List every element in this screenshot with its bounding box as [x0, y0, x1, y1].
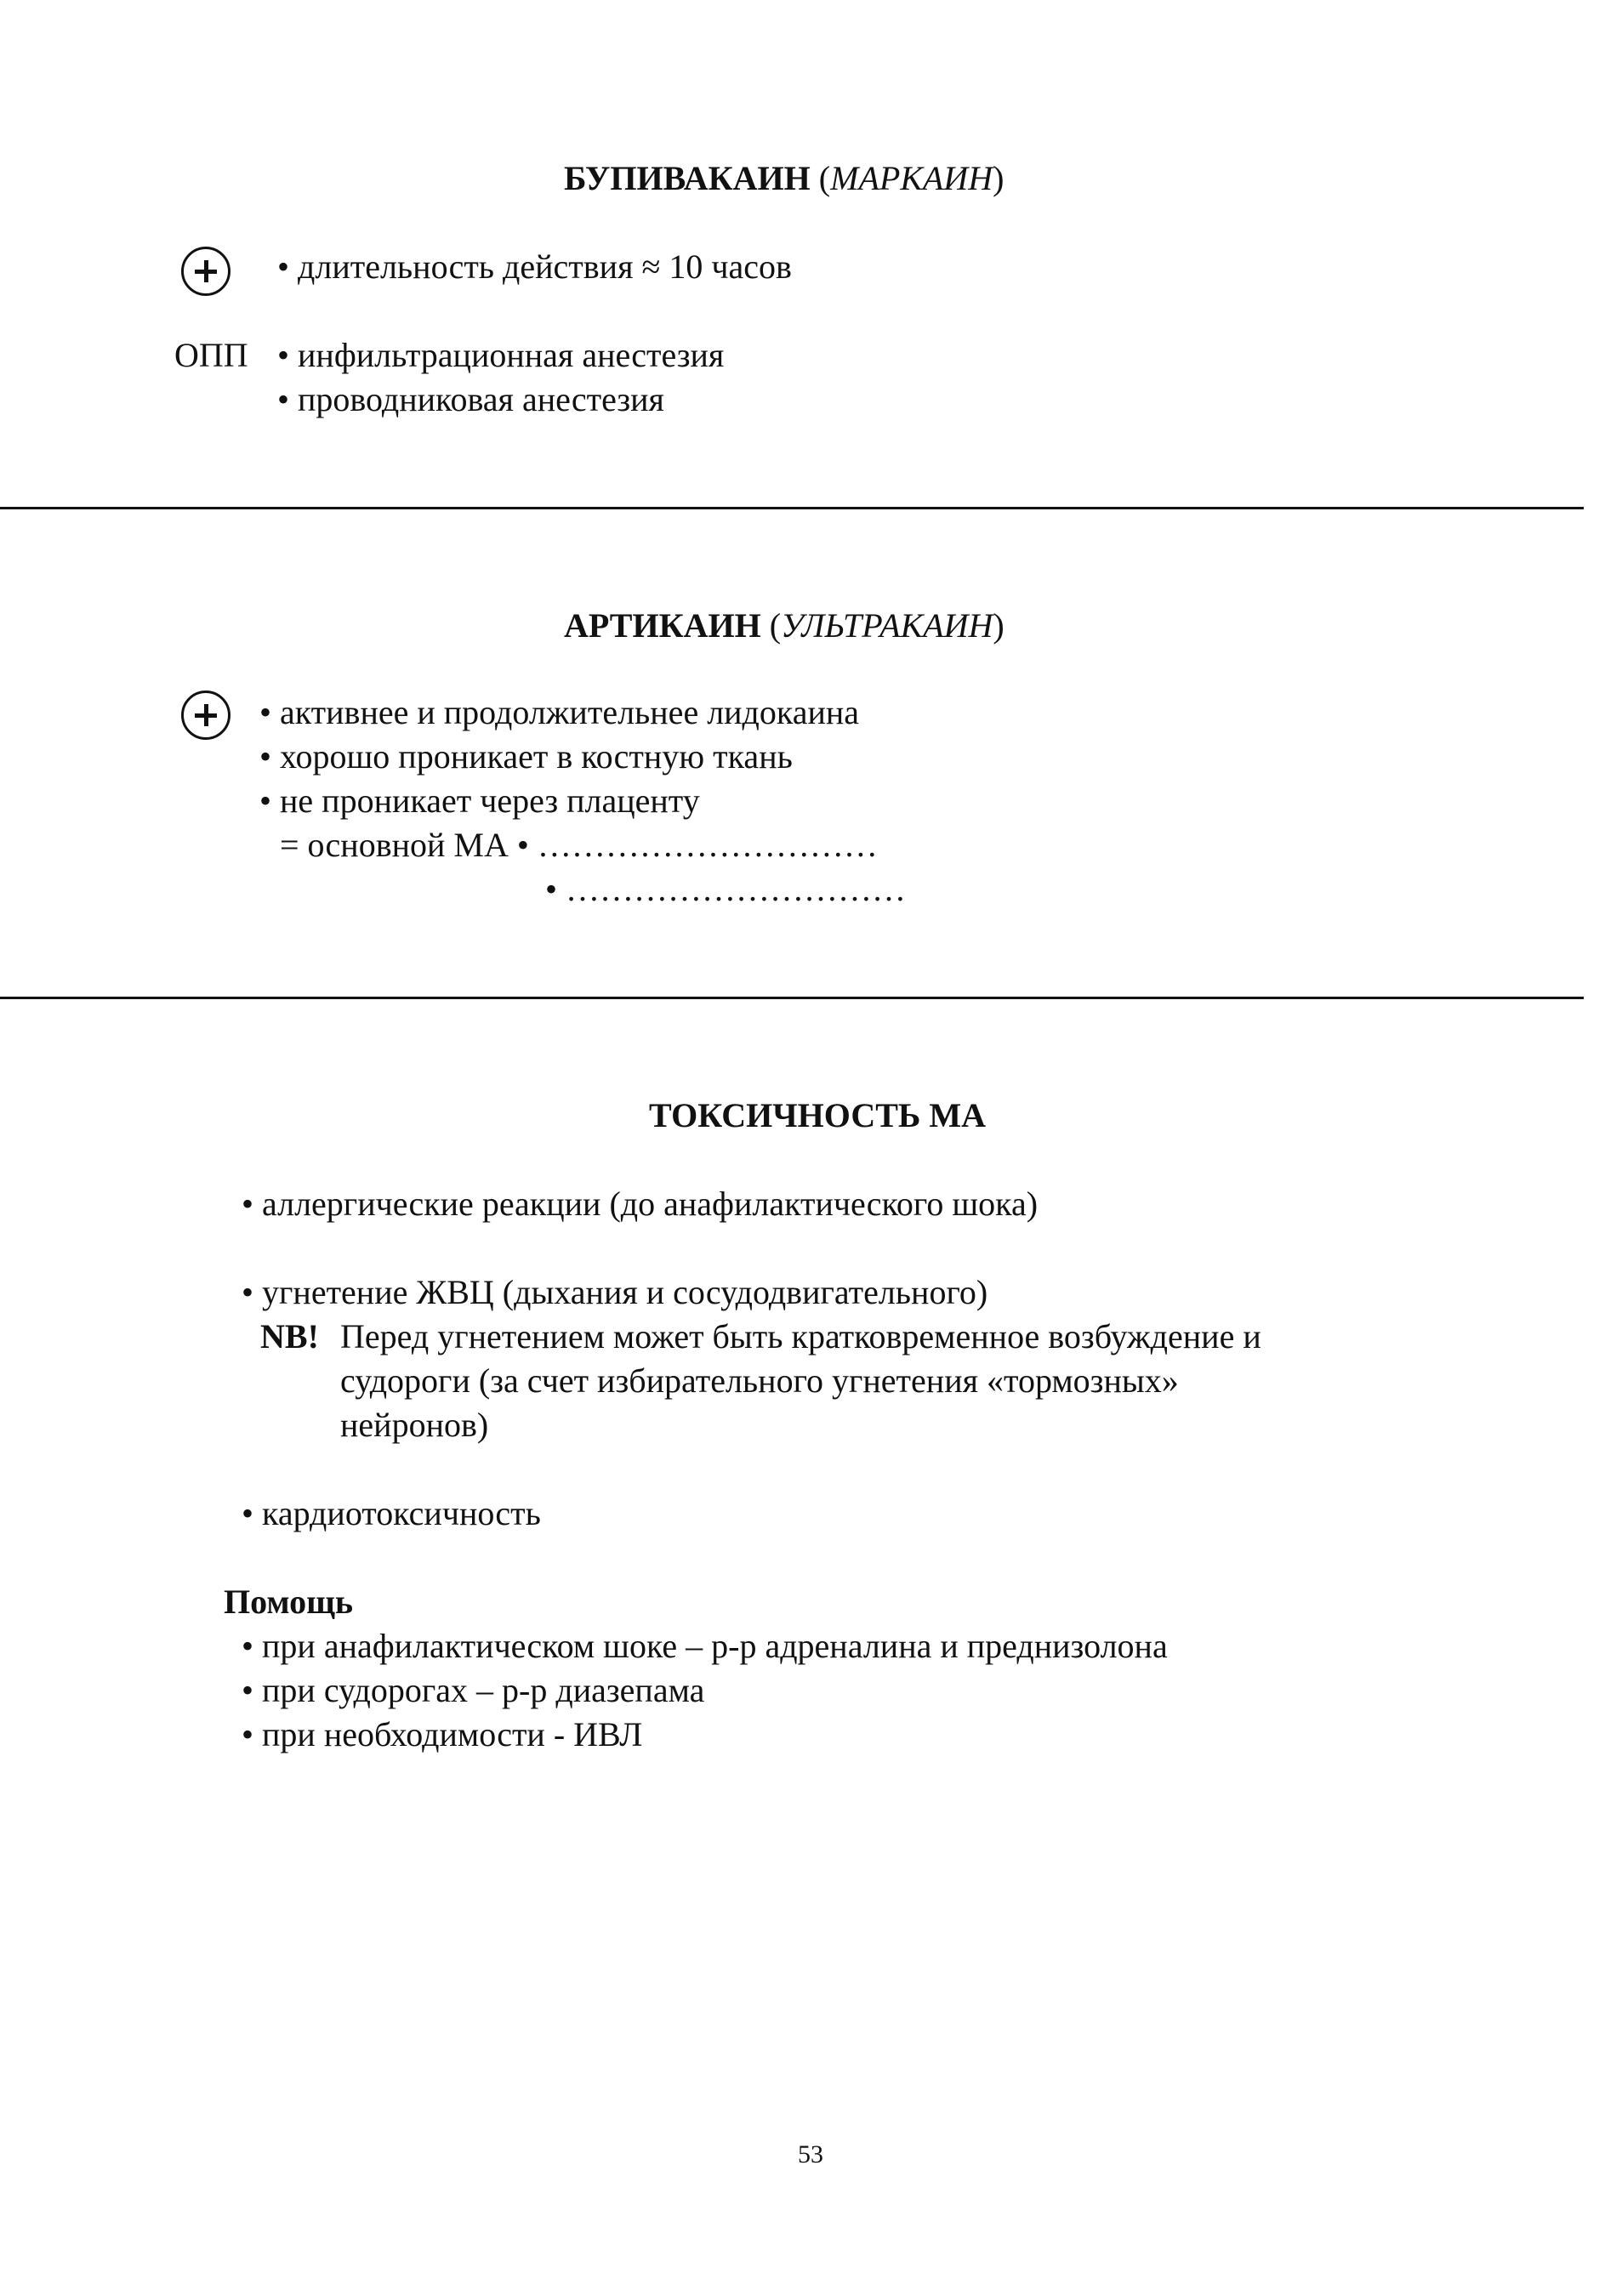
bupivacaine-plus-item: • длительность действия ≈ 10 часов	[277, 247, 792, 286]
help-title: Помощь	[224, 1583, 353, 1621]
articaine-plus-item: • активнее и продолжительнее лидокаина	[259, 693, 860, 731]
articaine-title-bold: АРТИКАИН	[564, 606, 761, 645]
articaine-title-italic: УЛЬТРАКАИН	[781, 606, 993, 645]
toxicity-title: ТОКСИЧНОСТЬ МА	[649, 1096, 986, 1134]
bupivacaine-opp-item: • проводниковая анестезия	[277, 380, 664, 418]
bupivacaine-title-open: (	[818, 159, 831, 197]
plus-circle-icon	[181, 691, 230, 740]
toxicity-cardio-item: • кардиотоксичность	[242, 1494, 541, 1532]
articaine-title	[564, 605, 1005, 646]
bupivacaine-opp-label: ОПП	[174, 336, 248, 374]
articaine-title-close: )	[993, 606, 1005, 645]
articaine-plus-item: • не проникает через плаценту	[259, 781, 700, 820]
nb-label: NB!	[260, 1317, 319, 1355]
bupivacaine-title	[564, 158, 1004, 199]
plus-circle-icon	[181, 247, 230, 296]
toxicity-item: • угнетение ЖВЦ (дыхания и сосудодвигательного)	[242, 1273, 988, 1311]
bupivacaine-title-close: )	[993, 159, 1005, 197]
articaine-main-ma-line: = основной МА • …………………………	[280, 826, 878, 864]
section-divider	[0, 507, 1584, 509]
articaine-main-ma-line2: • …………………………	[545, 870, 907, 908]
articaine-title-open: (	[769, 606, 782, 645]
toxicity-item: • аллергические реакции (до анафилактического шока)	[242, 1185, 1039, 1223]
nb-line: нейронов)	[340, 1406, 489, 1444]
page-number: 53	[798, 2140, 823, 2168]
bupivacaine-title-italic: МАРКАИН	[830, 159, 993, 197]
help-item: • при необходимости - ИВЛ	[242, 1715, 643, 1753]
bupivacaine-opp-item: • инфильтрационная анестезия	[277, 336, 725, 374]
help-item: • при судорогах – р-р диазепама	[242, 1671, 705, 1709]
section-divider	[0, 997, 1584, 999]
articaine-plus-item: • хорошо проникает в костную ткань	[259, 737, 793, 776]
nb-line: Перед угнетением может быть кратковременное возбуждение и	[340, 1317, 1261, 1355]
nb-line: судороги (за счет избирательного угнетения «тормозных»	[340, 1361, 1179, 1400]
bupivacaine-title-bold: БУПИВАКАИН	[564, 159, 811, 197]
help-item: • при анафилактическом шоке – р-р адреналина и преднизолона	[242, 1627, 1168, 1665]
